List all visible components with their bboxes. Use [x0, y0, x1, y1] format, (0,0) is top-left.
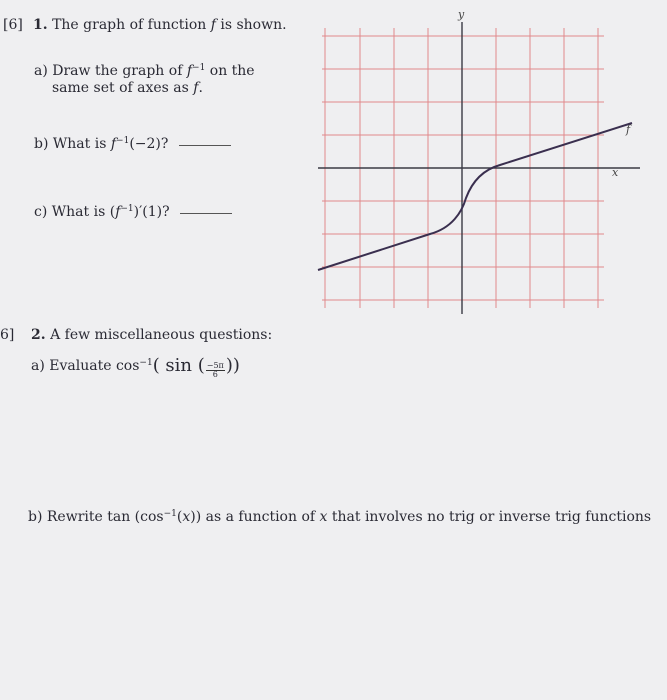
q1-number: 1.: [33, 17, 48, 33]
q2a-inverse: −1: [139, 358, 153, 368]
q1c-close: )′(1)?: [133, 204, 170, 220]
q2a-end: )): [225, 355, 240, 376]
q2b-end: that involves no trig or inverse trig functions: [331, 509, 652, 525]
q2a: [31, 355, 240, 379]
q1b-pre: What is: [52, 136, 107, 152]
q1a-fn: f: [186, 63, 193, 79]
q2b-var: x: [182, 509, 191, 525]
q1b-arg: (−2)?: [129, 136, 169, 152]
q2a-mid: ( sin (: [152, 355, 205, 376]
q1a-line1-post: on the: [209, 63, 255, 79]
q2-points: 6]: [0, 327, 15, 343]
q2b-var2: x: [319, 509, 328, 525]
q2-text: A few miscellaneous questions:: [50, 327, 273, 343]
q1c-inverse: −1: [120, 204, 134, 214]
q2b-mid: )) as a function of: [190, 509, 316, 525]
q1a-line2-pre: same set of axes as: [52, 80, 189, 96]
q1c-fn: f: [115, 204, 121, 220]
q1-points: [6]: [3, 17, 23, 33]
q1a-line2-end: .: [198, 80, 203, 96]
q2b-paren: (: [176, 509, 183, 525]
q2a-pre: Evaluate cos: [49, 358, 140, 374]
y-axis-label: y: [458, 8, 465, 21]
q1a-line1-pre: Draw the graph of: [52, 63, 183, 79]
q1c-open: (: [109, 204, 116, 220]
q1a-inverse: −1: [192, 63, 206, 73]
q1c-label: c): [34, 204, 48, 220]
q2a-fraction: [206, 362, 225, 379]
q2b-inverse: −1: [163, 509, 177, 519]
q2a-frac-num: −5π: [206, 361, 224, 370]
q1b-label: b): [34, 136, 49, 152]
q2a-label: a): [31, 358, 45, 374]
q1c-pre: What is: [51, 204, 106, 220]
q2b: [28, 509, 651, 525]
curve-label: f: [626, 123, 631, 136]
q1b-inverse: −1: [116, 136, 130, 146]
x-axis-label: x: [612, 166, 619, 179]
q2-number: 2.: [31, 327, 46, 343]
function-curve: [318, 123, 632, 270]
q1-text: The graph of function: [52, 17, 207, 33]
q1-text-end: is shown.: [220, 17, 287, 33]
q1a-label: a): [34, 63, 48, 79]
q2a-frac-den: 6: [212, 370, 218, 379]
q1-function-name: f: [210, 17, 216, 33]
q1b-fn: f: [110, 136, 117, 152]
q2-heading: [31, 327, 272, 343]
q2b-pre: Rewrite tan (cos: [46, 509, 164, 525]
q2b-label: b): [28, 509, 43, 525]
q1a-line2-fn: f: [193, 80, 199, 96]
